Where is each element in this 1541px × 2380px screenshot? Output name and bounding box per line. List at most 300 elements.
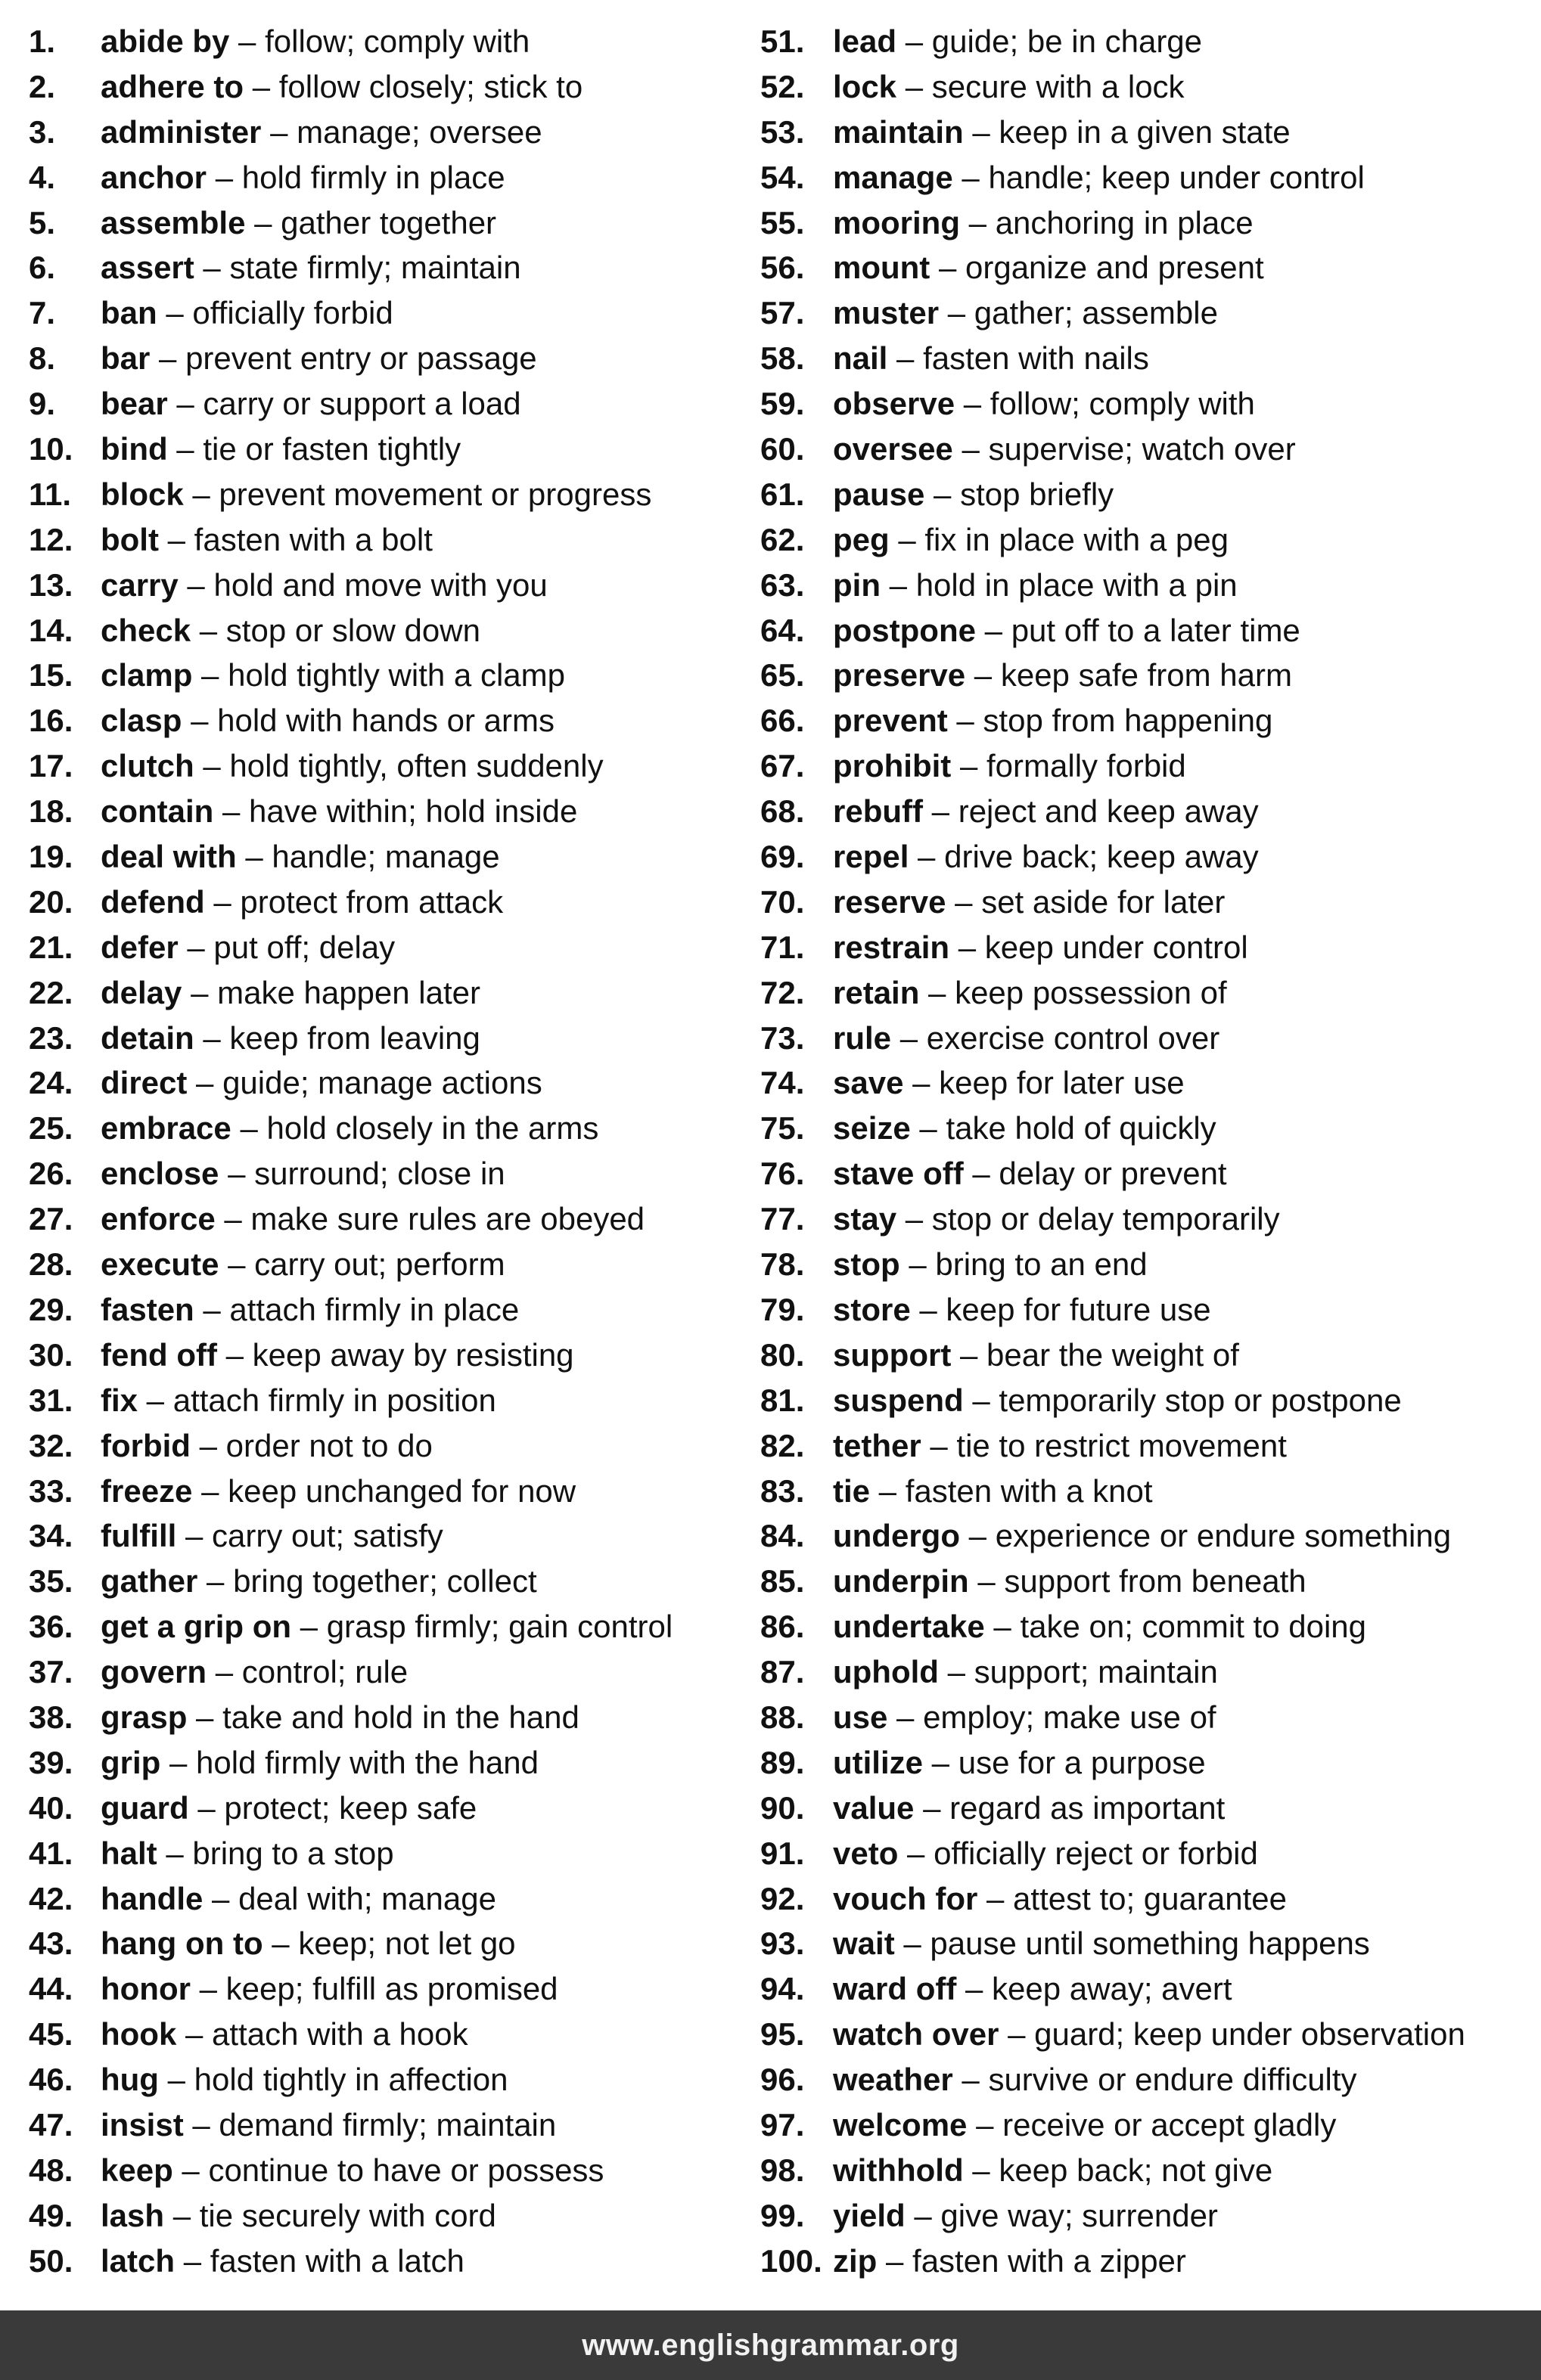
item-separator: –	[194, 1291, 230, 1327]
item-number: 54.	[760, 159, 805, 195]
item-separator: –	[219, 1246, 255, 1283]
item-term: utilize	[833, 1744, 924, 1780]
item-term: halt	[101, 1835, 157, 1871]
list-item	[760, 1151, 1536, 1196]
item-definition: gather together	[281, 204, 497, 240]
item-separator: –	[984, 1609, 1021, 1645]
item-definition: guide; be in charge	[931, 23, 1203, 59]
item-term: enclose	[101, 1156, 219, 1192]
item-term: save	[833, 1065, 904, 1101]
list-item	[760, 200, 1536, 246]
list-item	[760, 925, 1536, 970]
item-number: 66.	[760, 703, 805, 739]
list-item	[760, 110, 1536, 155]
item-number: 84.	[760, 1518, 805, 1554]
item-separator: –	[910, 1110, 946, 1147]
list-item	[29, 290, 755, 336]
item-term: watch over	[833, 2016, 999, 2053]
item-definition: keep away; avert	[992, 1971, 1232, 2007]
item-term: contain	[101, 793, 214, 830]
item-number: 7.	[29, 295, 56, 331]
list-item	[760, 64, 1536, 110]
item-term: pause	[833, 476, 925, 512]
item-number: 63.	[760, 566, 805, 603]
item-number: 32.	[29, 1427, 73, 1463]
item-number: 33.	[29, 1472, 73, 1509]
item-separator: –	[194, 1019, 230, 1056]
item-separator: –	[178, 566, 214, 603]
item-separator: –	[909, 839, 945, 875]
item-definition: take hold of quickly	[946, 1110, 1216, 1147]
item-term: hang on to	[101, 1925, 263, 1962]
item-definition: officially forbid	[192, 295, 393, 331]
item-number: 14.	[29, 612, 73, 648]
item-separator: –	[870, 1472, 906, 1509]
item-number: 87.	[760, 1654, 805, 1690]
item-definition: fasten with nails	[923, 340, 1149, 377]
list-item	[29, 2239, 755, 2284]
item-definition: supervise; watch over	[988, 431, 1296, 467]
item-term: enforce	[101, 1201, 216, 1237]
item-number: 99.	[760, 2197, 805, 2233]
list-item	[760, 1060, 1536, 1106]
list-item	[760, 1287, 1536, 1333]
item-number: 19.	[29, 839, 73, 875]
list-item	[29, 1151, 755, 1196]
item-separator: –	[905, 2197, 941, 2233]
item-term: fend off	[101, 1336, 217, 1373]
item-term: undertake	[833, 1609, 985, 1645]
item-number: 58.	[760, 340, 805, 377]
item-term: lock	[833, 68, 897, 104]
item-number: 29.	[29, 1291, 73, 1327]
item-term: govern	[101, 1654, 207, 1690]
item-term: uphold	[833, 1654, 939, 1690]
item-number: 4.	[29, 159, 56, 195]
item-definition: tie securely with cord	[199, 2197, 496, 2233]
item-number: 100.	[760, 2242, 822, 2279]
item-separator: –	[150, 340, 186, 377]
item-definition: hold and move with you	[213, 566, 548, 603]
item-separator: –	[947, 703, 983, 739]
list-item	[760, 245, 1536, 290]
item-number: 5.	[29, 204, 56, 240]
item-definition: keep for future use	[946, 1291, 1211, 1327]
item-number: 18.	[29, 793, 73, 830]
list-item	[760, 1423, 1536, 1469]
item-number: 35.	[29, 1563, 73, 1600]
list-item	[760, 290, 1536, 336]
item-definition: put off; delay	[213, 929, 396, 965]
item-separator: –	[207, 1654, 242, 1690]
item-number: 62.	[760, 521, 805, 557]
item-number: 80.	[760, 1336, 805, 1373]
item-number: 61.	[760, 476, 805, 512]
item-separator: –	[192, 657, 228, 694]
list-item	[29, 1831, 755, 1876]
list-item	[760, 2148, 1536, 2193]
item-term: clasp	[101, 703, 182, 739]
item-definition: keep unchanged for now	[228, 1472, 576, 1509]
item-term: weather	[833, 2062, 953, 2098]
item-number: 73.	[760, 1019, 805, 1056]
item-separator: –	[291, 1609, 327, 1645]
item-definition: stop briefly	[960, 476, 1114, 512]
item-number: 41.	[29, 1835, 73, 1871]
item-number: 82.	[760, 1427, 805, 1463]
item-definition: fix in place with a peg	[924, 521, 1229, 557]
list-item	[29, 1060, 755, 1106]
list-item	[29, 1423, 755, 1469]
item-definition: hold firmly with the hand	[196, 1744, 539, 1780]
item-separator: –	[158, 521, 194, 557]
item-definition: follow closely; stick to	[278, 68, 583, 104]
list-item	[760, 608, 1536, 653]
item-number: 68.	[760, 793, 805, 830]
item-definition: set aside for later	[981, 883, 1226, 920]
item-term: support	[833, 1336, 952, 1373]
item-definition: fasten with a bolt	[194, 521, 433, 557]
item-definition: guide; manage actions	[222, 1065, 542, 1101]
item-separator: –	[952, 431, 989, 467]
list-item	[29, 789, 755, 834]
item-number: 93.	[760, 1925, 805, 1962]
word-list	[0, 19, 1541, 2284]
list-item	[760, 2057, 1536, 2102]
list-item	[760, 1378, 1536, 1423]
item-separator: –	[183, 2106, 219, 2143]
item-number: 30.	[29, 1336, 73, 1373]
item-separator: –	[204, 883, 241, 920]
item-term: keep	[101, 2152, 173, 2188]
item-definition: bear the weight of	[986, 1336, 1239, 1373]
item-separator: –	[194, 748, 230, 784]
item-definition: state firmly; maintain	[229, 250, 521, 286]
list-item	[29, 1196, 755, 1242]
item-definition: protect; keep safe	[224, 1789, 477, 1826]
item-number: 15.	[29, 657, 73, 694]
item-separator: –	[158, 2062, 194, 2098]
item-separator: –	[877, 2242, 913, 2279]
item-number: 92.	[760, 1880, 805, 1916]
list-item	[760, 1106, 1536, 1151]
list-item	[29, 245, 755, 290]
item-term: bar	[101, 340, 151, 377]
list-item	[760, 155, 1536, 200]
item-separator: –	[914, 1789, 950, 1826]
item-separator: –	[182, 974, 218, 1010]
footer-url[interactable]: www.englishgrammar.org	[582, 2328, 959, 2362]
item-definition: surround; close in	[254, 1156, 505, 1192]
item-term: administer	[101, 113, 262, 150]
item-separator: –	[965, 657, 1001, 694]
list-item	[760, 1469, 1536, 1514]
item-separator: –	[192, 1472, 228, 1509]
item-term: forbid	[101, 1427, 191, 1463]
item-definition: make happen later	[217, 974, 481, 1010]
item-number: 17.	[29, 748, 73, 784]
list-item	[760, 1016, 1536, 1061]
item-definition: make sure rules are obeyed	[250, 1201, 645, 1237]
item-term: seize	[833, 1110, 911, 1147]
item-term: manage	[833, 159, 953, 195]
item-definition: organize and present	[965, 250, 1264, 286]
list-item	[760, 1966, 1536, 2012]
item-term: assemble	[101, 204, 246, 240]
item-separator: –	[138, 1382, 173, 1418]
item-number: 13.	[29, 566, 73, 603]
item-separator: –	[952, 159, 989, 195]
item-definition: anchoring in place	[995, 204, 1254, 240]
list-item	[29, 1921, 755, 1966]
list-item	[29, 64, 755, 110]
list-item	[29, 1513, 755, 1559]
list-item	[29, 517, 755, 563]
item-number: 69.	[760, 839, 805, 875]
item-term: block	[101, 476, 184, 512]
list-item	[29, 653, 755, 698]
item-term: clutch	[101, 748, 194, 784]
item-term: store	[833, 1291, 911, 1327]
item-term: direct	[101, 1065, 188, 1101]
item-term: honor	[101, 1971, 191, 2007]
item-term: underpin	[833, 1563, 969, 1600]
list-item	[760, 427, 1536, 472]
item-number: 36.	[29, 1609, 73, 1645]
item-number: 50.	[29, 2242, 73, 2279]
list-item	[760, 970, 1536, 1016]
list-item	[29, 1287, 755, 1333]
item-separator: –	[896, 68, 932, 104]
item-term: welcome	[833, 2106, 968, 2143]
list-item	[760, 1786, 1536, 1831]
item-term: vouch for	[833, 1880, 978, 1916]
item-definition: use for a purpose	[958, 1744, 1206, 1780]
item-number: 59.	[760, 386, 805, 422]
item-number: 91.	[760, 1835, 805, 1871]
item-separator: –	[194, 250, 230, 286]
item-definition: order not to do	[225, 1427, 433, 1463]
list-item	[29, 1876, 755, 1922]
item-term: restrain	[833, 929, 950, 965]
list-item	[29, 2148, 755, 2193]
list-item	[29, 2102, 755, 2148]
item-term: oversee	[833, 431, 953, 467]
item-term: fulfill	[101, 1518, 177, 1554]
item-definition: keep away by resisting	[252, 1336, 574, 1373]
item-number: 64.	[760, 612, 805, 648]
item-term: yield	[833, 2197, 906, 2233]
item-separator: –	[919, 974, 955, 1010]
item-separator: –	[923, 793, 958, 830]
item-number: 75.	[760, 1110, 805, 1147]
list-item	[29, 743, 755, 789]
item-definition: secure with a lock	[931, 68, 1185, 104]
item-number: 26.	[29, 1156, 73, 1192]
item-definition: carry out; satisfy	[212, 1518, 443, 1554]
item-definition: handle; manage	[272, 839, 500, 875]
item-term: abide by	[101, 23, 230, 59]
item-term: bind	[101, 431, 168, 467]
item-definition: guard; keep under observation	[1034, 2016, 1465, 2053]
item-definition: hold firmly in place	[241, 159, 505, 195]
item-number: 9.	[29, 386, 56, 422]
item-term: guard	[101, 1789, 189, 1826]
item-definition: support from beneath	[1004, 1563, 1306, 1600]
item-term: execute	[101, 1246, 219, 1283]
item-number: 16.	[29, 703, 73, 739]
item-number: 98.	[760, 2152, 805, 2188]
item-term: tie	[833, 1472, 871, 1509]
item-term: clamp	[101, 657, 193, 694]
item-separator: –	[216, 1336, 253, 1373]
item-term: prohibit	[833, 748, 952, 784]
item-number: 22.	[29, 974, 73, 1010]
item-separator: –	[894, 1925, 931, 1962]
word-list-column-left	[29, 19, 755, 2284]
item-definition: survive or endure difficulty	[988, 2062, 1357, 2098]
item-number: 11.	[29, 476, 72, 512]
item-separator: –	[930, 250, 965, 286]
list-item	[29, 2193, 755, 2239]
item-separator: –	[963, 113, 999, 150]
item-term: get a grip on	[101, 1609, 291, 1645]
item-number: 85.	[760, 1563, 805, 1600]
list-item	[29, 2012, 755, 2057]
item-number: 34.	[29, 1518, 73, 1554]
list-item	[29, 1106, 755, 1151]
item-term: latch	[101, 2242, 176, 2279]
list-item	[29, 563, 755, 608]
item-term: bear	[101, 386, 168, 422]
item-term: lash	[101, 2197, 165, 2233]
item-term: handle	[101, 1880, 203, 1916]
item-separator: –	[231, 1110, 267, 1147]
item-definition: take and hold in the hand	[222, 1699, 579, 1735]
list-item	[29, 381, 755, 427]
item-separator: –	[968, 1563, 1005, 1600]
item-definition: take on; commit to doing	[1020, 1609, 1367, 1645]
item-definition: officially reject or forbid	[934, 1835, 1258, 1871]
item-definition: keep; fulfill as promised	[225, 1971, 558, 2007]
item-definition: experience or endure something	[995, 1518, 1452, 1554]
item-separator: –	[167, 431, 203, 467]
item-definition: keep possession of	[955, 974, 1227, 1010]
item-separator: –	[951, 748, 986, 784]
item-term: veto	[833, 1835, 899, 1871]
list-item	[29, 925, 755, 970]
list-item	[760, 743, 1536, 789]
item-term: use	[833, 1699, 888, 1735]
item-term: suspend	[833, 1382, 964, 1418]
item-separator: –	[949, 929, 985, 965]
item-number: 10.	[29, 431, 73, 467]
item-definition: reject and keep away	[958, 793, 1259, 830]
item-separator: –	[899, 1246, 936, 1283]
item-term: hug	[101, 2062, 159, 2098]
item-term: rebuff	[833, 793, 923, 830]
item-separator: –	[963, 1156, 999, 1192]
item-separator: –	[977, 1880, 1014, 1916]
item-number: 56.	[760, 250, 805, 286]
item-separator: –	[160, 1744, 197, 1780]
item-definition: tie or fasten tightly	[203, 431, 461, 467]
item-separator: –	[887, 340, 924, 377]
list-item	[29, 200, 755, 246]
item-separator: –	[188, 1789, 225, 1826]
item-term: stave off	[833, 1156, 964, 1192]
item-definition: hold in place with a pin	[915, 566, 1238, 603]
item-definition: keep safe from harm	[1000, 657, 1293, 694]
item-separator: –	[963, 2152, 999, 2188]
list-item	[760, 1649, 1536, 1695]
list-item	[760, 1513, 1536, 1559]
item-term: hook	[101, 2016, 177, 2053]
item-term: anchor	[101, 159, 207, 195]
item-number: 72.	[760, 974, 805, 1010]
item-term: mount	[833, 250, 931, 286]
item-term: withhold	[833, 2152, 964, 2188]
item-separator: –	[951, 1336, 987, 1373]
list-item	[29, 698, 755, 743]
item-definition: keep in a given state	[999, 113, 1291, 150]
item-number: 55.	[760, 204, 805, 240]
item-definition: temporarily stop or postpone	[999, 1382, 1402, 1418]
item-number: 12.	[29, 521, 73, 557]
item-number: 65.	[760, 657, 805, 694]
item-term: check	[101, 612, 191, 648]
item-definition: bring to an end	[935, 1246, 1148, 1283]
list-item	[760, 2193, 1536, 2239]
item-term: zip	[833, 2242, 878, 2279]
list-item	[760, 336, 1536, 381]
item-number: 31.	[29, 1382, 73, 1418]
item-separator: –	[190, 1427, 226, 1463]
list-item	[760, 1242, 1536, 1287]
list-item	[760, 1196, 1536, 1242]
item-term: wait	[833, 1925, 895, 1962]
item-separator: –	[157, 1835, 193, 1871]
item-definition: stop or delay temporarily	[931, 1201, 1280, 1237]
list-item	[760, 1740, 1536, 1786]
list-item	[29, 336, 755, 381]
item-separator: –	[213, 793, 250, 830]
item-separator: –	[896, 1201, 932, 1237]
item-number: 38.	[29, 1699, 73, 1735]
item-separator: –	[939, 295, 974, 331]
item-term: maintain	[833, 113, 964, 150]
item-term: rule	[833, 1019, 892, 1056]
item-term: grip	[101, 1744, 161, 1780]
item-definition: follow; comply with	[990, 386, 1255, 422]
item-term: undergo	[833, 1518, 960, 1554]
list-item	[29, 1559, 755, 1604]
item-definition: employ; make use of	[923, 1699, 1216, 1735]
item-term: detain	[101, 1019, 194, 1056]
item-definition: gather; assemble	[974, 295, 1218, 331]
item-definition: fasten with a knot	[905, 1472, 1153, 1509]
list-item	[760, 2239, 1536, 2284]
list-item	[29, 834, 755, 880]
item-definition: prevent entry or passage	[185, 340, 537, 377]
item-number: 42.	[29, 1880, 73, 1916]
item-separator: –	[963, 1382, 999, 1418]
item-number: 28.	[29, 1246, 73, 1283]
item-separator: –	[197, 1563, 234, 1600]
item-separator: –	[959, 204, 996, 240]
item-term: grasp	[101, 1699, 188, 1735]
item-term: carry	[101, 566, 179, 603]
